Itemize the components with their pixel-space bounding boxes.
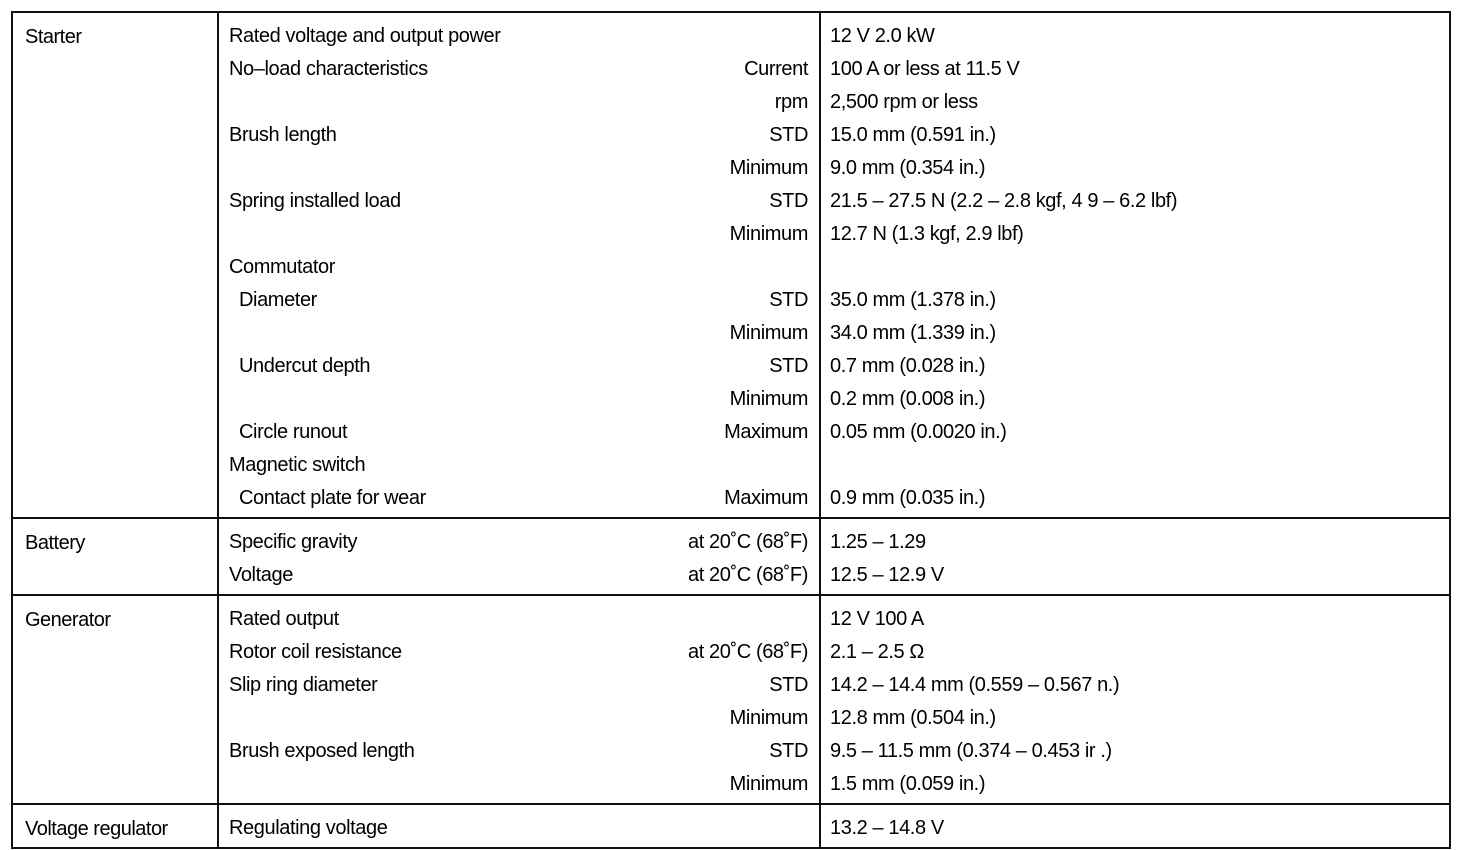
spec-item-line xyxy=(219,383,819,416)
spec-item-line xyxy=(219,449,819,482)
spec-qualifier: STD xyxy=(769,124,808,146)
spec-item-label: No–load characteristics xyxy=(229,58,428,80)
spec-item-label: Circle runout xyxy=(239,421,348,443)
values-cell xyxy=(820,804,1450,848)
component-cell xyxy=(12,804,218,848)
spec-qualifier: rpm xyxy=(774,91,808,113)
spec-value: 9.0 mm (0.354 in.) xyxy=(830,157,986,179)
spec-item-line xyxy=(219,284,819,317)
spec-value: 15.0 mm (0.591 in.) xyxy=(830,124,996,146)
spec-item-line xyxy=(219,317,819,350)
spec-item-line xyxy=(219,20,819,53)
spec-item-line xyxy=(219,119,819,152)
spec-group-row xyxy=(12,595,1450,804)
spec-item-line xyxy=(219,251,819,284)
spec-value: 35.0 mm (1.378 in.) xyxy=(830,289,996,311)
spec-item-line xyxy=(219,603,819,636)
spec-value: 12.5 – 12.9 V xyxy=(830,564,944,586)
spec-item-label: Slip ring diameter xyxy=(229,674,378,696)
spec-item-line xyxy=(219,559,819,592)
spec-item-line xyxy=(219,482,819,515)
component-cell xyxy=(12,518,218,595)
spec-value: 21.5 – 27.5 N (2.2 – 2.8 kgf, 4 9 – 6.2 lbf) xyxy=(830,190,1178,212)
spec-value: 9.5 – 11.5 mm (0.374 – 0.453 ir .) xyxy=(830,740,1112,762)
component-label: Generator xyxy=(25,609,111,631)
spec-item-line xyxy=(219,152,819,185)
spec-item-line xyxy=(219,636,819,669)
spec-value: 12 V 2.0 kW xyxy=(830,25,935,47)
spec-qualifier: STD xyxy=(769,674,808,696)
spec-item-label: Rotor coil resistance xyxy=(229,641,402,663)
spec-qualifier: at 20˚C (68˚F) xyxy=(688,531,808,553)
spec-value: 12 V 100 A xyxy=(830,608,924,630)
spec-value xyxy=(821,449,1449,482)
spec-item-line xyxy=(219,669,819,702)
spec-group-row xyxy=(12,518,1450,595)
values-cell xyxy=(820,518,1450,595)
component-label: Battery xyxy=(25,532,85,554)
spec-group-row xyxy=(12,12,1450,518)
spec-item-label: Commutator xyxy=(229,256,336,278)
spec-item-line xyxy=(219,768,819,801)
spec-item-line xyxy=(219,218,819,251)
items-cell xyxy=(218,804,820,848)
spec-item-label: Specific gravity xyxy=(229,531,358,553)
spec-qualifier: STD xyxy=(769,355,808,377)
spec-item-line xyxy=(219,702,819,735)
spec-item-label: Magnetic switch xyxy=(229,454,366,476)
spec-item-line xyxy=(219,53,819,86)
spec-qualifier: STD xyxy=(769,740,808,762)
items-cell xyxy=(218,518,820,595)
component-label: Voltage regulator xyxy=(25,818,168,840)
spec-qualifier: Maximum xyxy=(724,421,808,443)
component-cell xyxy=(12,12,218,518)
spec-qualifier: Current xyxy=(744,58,808,80)
spec-value: 0.7 mm (0.028 in.) xyxy=(830,355,986,377)
spec-item-label: Brush length xyxy=(229,124,337,146)
spec-qualifier: STD xyxy=(769,190,808,212)
spec-qualifier: Minimum xyxy=(729,388,808,410)
component-label: Starter xyxy=(25,26,82,48)
spec-value: 12.8 mm (0.504 in.) xyxy=(830,707,996,729)
spec-value: 14.2 – 14.4 mm (0.559 – 0.567 n.) xyxy=(830,674,1120,696)
spec-item-line xyxy=(219,526,819,559)
spec-value: 0.2 mm (0.008 in.) xyxy=(830,388,986,410)
spec-qualifier: Maximum xyxy=(724,487,808,509)
values-cell xyxy=(820,595,1450,804)
spec-item-line xyxy=(219,350,819,383)
spec-value: 2,500 rpm or less xyxy=(830,91,978,113)
spec-item-line xyxy=(219,812,819,845)
spec-item-line xyxy=(219,86,819,119)
spec-table xyxy=(11,11,1451,849)
spec-qualifier: at 20˚C (68˚F) xyxy=(688,564,808,586)
spec-value: 34.0 mm (1.339 in.) xyxy=(830,322,996,344)
items-cell xyxy=(218,595,820,804)
component-cell xyxy=(12,595,218,804)
spec-item-label: Spring installed load xyxy=(229,190,401,212)
spec-group-row xyxy=(12,804,1450,848)
spec-value xyxy=(821,251,1449,284)
spec-item-label: Diameter xyxy=(239,289,317,311)
spec-item-label: Brush exposed length xyxy=(229,740,415,762)
spec-item-label: Undercut depth xyxy=(239,355,371,377)
spec-value: 1.5 mm (0.059 in.) xyxy=(830,773,986,795)
spec-item-line xyxy=(219,416,819,449)
spec-item-label: Contact plate for wear xyxy=(239,487,426,509)
spec-value: 100 A or less at 11.5 V xyxy=(830,58,1020,80)
spec-item-label: Rated output xyxy=(229,608,339,630)
spec-value: 12.7 N (1.3 kgf, 2.9 lbf) xyxy=(830,223,1024,245)
spec-qualifier: Minimum xyxy=(729,322,808,344)
spec-qualifier: STD xyxy=(769,289,808,311)
spec-value: 2.1 – 2.5 Ω xyxy=(830,641,924,663)
spec-item-label: Regulating voltage xyxy=(229,817,388,839)
spec-qualifier: Minimum xyxy=(729,773,808,795)
spec-item-label: Voltage xyxy=(229,564,293,586)
spec-qualifier: Minimum xyxy=(729,223,808,245)
spec-value: 13.2 – 14.8 V xyxy=(830,817,944,839)
spec-item-line xyxy=(219,735,819,768)
spec-item-line xyxy=(219,185,819,218)
values-cell xyxy=(820,12,1450,518)
spec-value: 1.25 – 1.29 xyxy=(830,531,926,553)
spec-qualifier: Minimum xyxy=(729,157,808,179)
items-cell xyxy=(218,12,820,518)
spec-value: 0.9 mm (0.035 in.) xyxy=(830,487,986,509)
spec-qualifier: at 20˚C (68˚F) xyxy=(688,641,808,663)
spec-qualifier: Minimum xyxy=(729,707,808,729)
spec-value: 0.05 mm (0.0020 in.) xyxy=(830,421,1007,443)
spec-item-label: Rated voltage and output power xyxy=(229,25,501,47)
